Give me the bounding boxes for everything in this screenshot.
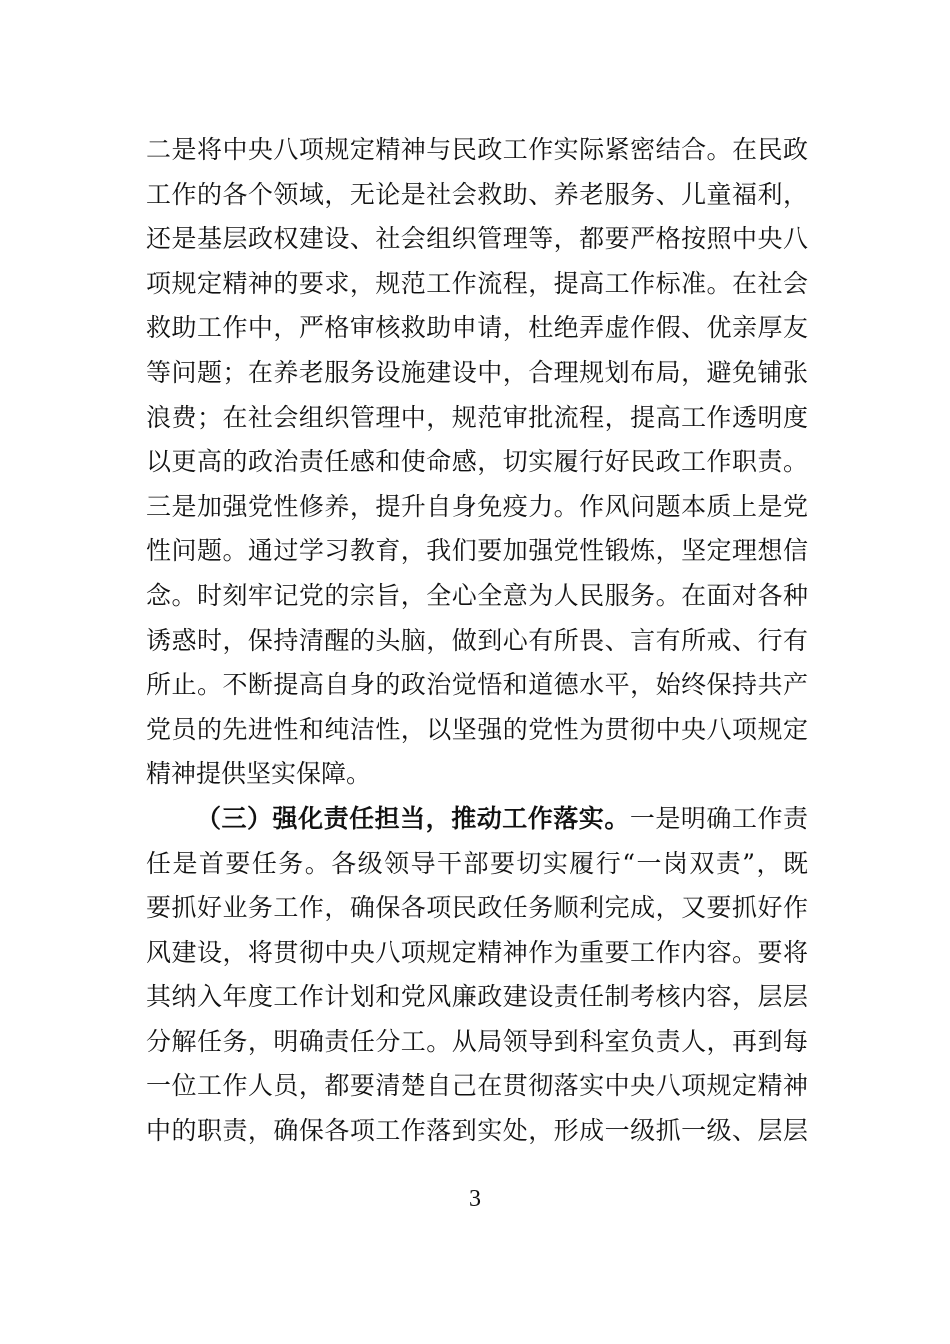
- text-line: 性问题。通过学习教育，我们要加强党性锻炼，坚定理想信: [146, 536, 808, 566]
- text-line: 工作的各个领域，无论是社会救助、养老服务、儿童福利，: [146, 179, 808, 209]
- section-three-first-line: [146, 797, 808, 842]
- text-line: 三是加强党性修养，提升自身免疫力。作风问题本质上是党: [146, 491, 808, 521]
- text-line: 一位工作人员，都要清楚自己在贯彻落实中央八项规定精神: [146, 1071, 808, 1101]
- text-line: 项规定精神的要求，规范工作流程，提高工作标准。在社会: [146, 268, 808, 298]
- section-three-first-line-text: 一是明确工作责: [629, 803, 808, 833]
- text-line: 还是基层政权建设、社会组织管理等，都要严格按照中央八: [146, 224, 808, 254]
- text-line: 所止。不断提高自身的政治觉悟和道德水平，始终保持共产: [146, 670, 808, 700]
- text-line: 任是首要任务。各级领导干部要切实履行“一岗双责”，既: [146, 848, 808, 878]
- text-line: 念。时刻牢记党的宗旨，全心全意为人民服务。在面对各种: [146, 580, 808, 610]
- text-line: 诱惑时，保持清醒的头脑，做到心有所畏、言有所戒、行有: [146, 625, 808, 655]
- document-body: [146, 128, 808, 1154]
- text-line: 分解任务，明确责任分工。从局领导到科室负责人，再到每: [146, 1026, 808, 1056]
- text-line: 其纳入年度工作计划和党风廉政建设责任制考核内容，层层: [146, 982, 808, 1012]
- text-line: 浪费；在社会组织管理中，规范审批流程，提高工作透明度: [146, 402, 808, 432]
- text-line: 要抓好业务工作，确保各项民政任务顺利完成，又要抓好作: [146, 893, 808, 923]
- text-line: 以更高的政治责任感和使命感，切实履行好民政工作职责。: [146, 447, 808, 477]
- page-number: 3: [469, 1186, 481, 1212]
- text-line: 等问题；在养老服务设施建设中，合理规划布局，避免铺张: [146, 357, 808, 387]
- section-three-heading: （三）强化责任担当，推动工作落实。: [196, 803, 630, 833]
- text-line: 精神提供坚实保障。: [146, 759, 372, 789]
- text-line: 党员的先进性和纯洁性，以坚强的党性为贯彻中央八项规定: [146, 714, 808, 744]
- text-line: 二是将中央八项规定精神与民政工作实际紧密结合。在民政: [146, 135, 808, 164]
- text-line: 救助工作中，严格审核救助申请，杜绝弄虚作假、优亲厚友: [146, 313, 808, 343]
- text-line: 风建设，将贯彻中央八项规定精神作为重要工作内容。要将: [146, 937, 808, 967]
- text-line: 中的职责，确保各项工作落到实处，形成一级抓一级、层层: [146, 1116, 808, 1146]
